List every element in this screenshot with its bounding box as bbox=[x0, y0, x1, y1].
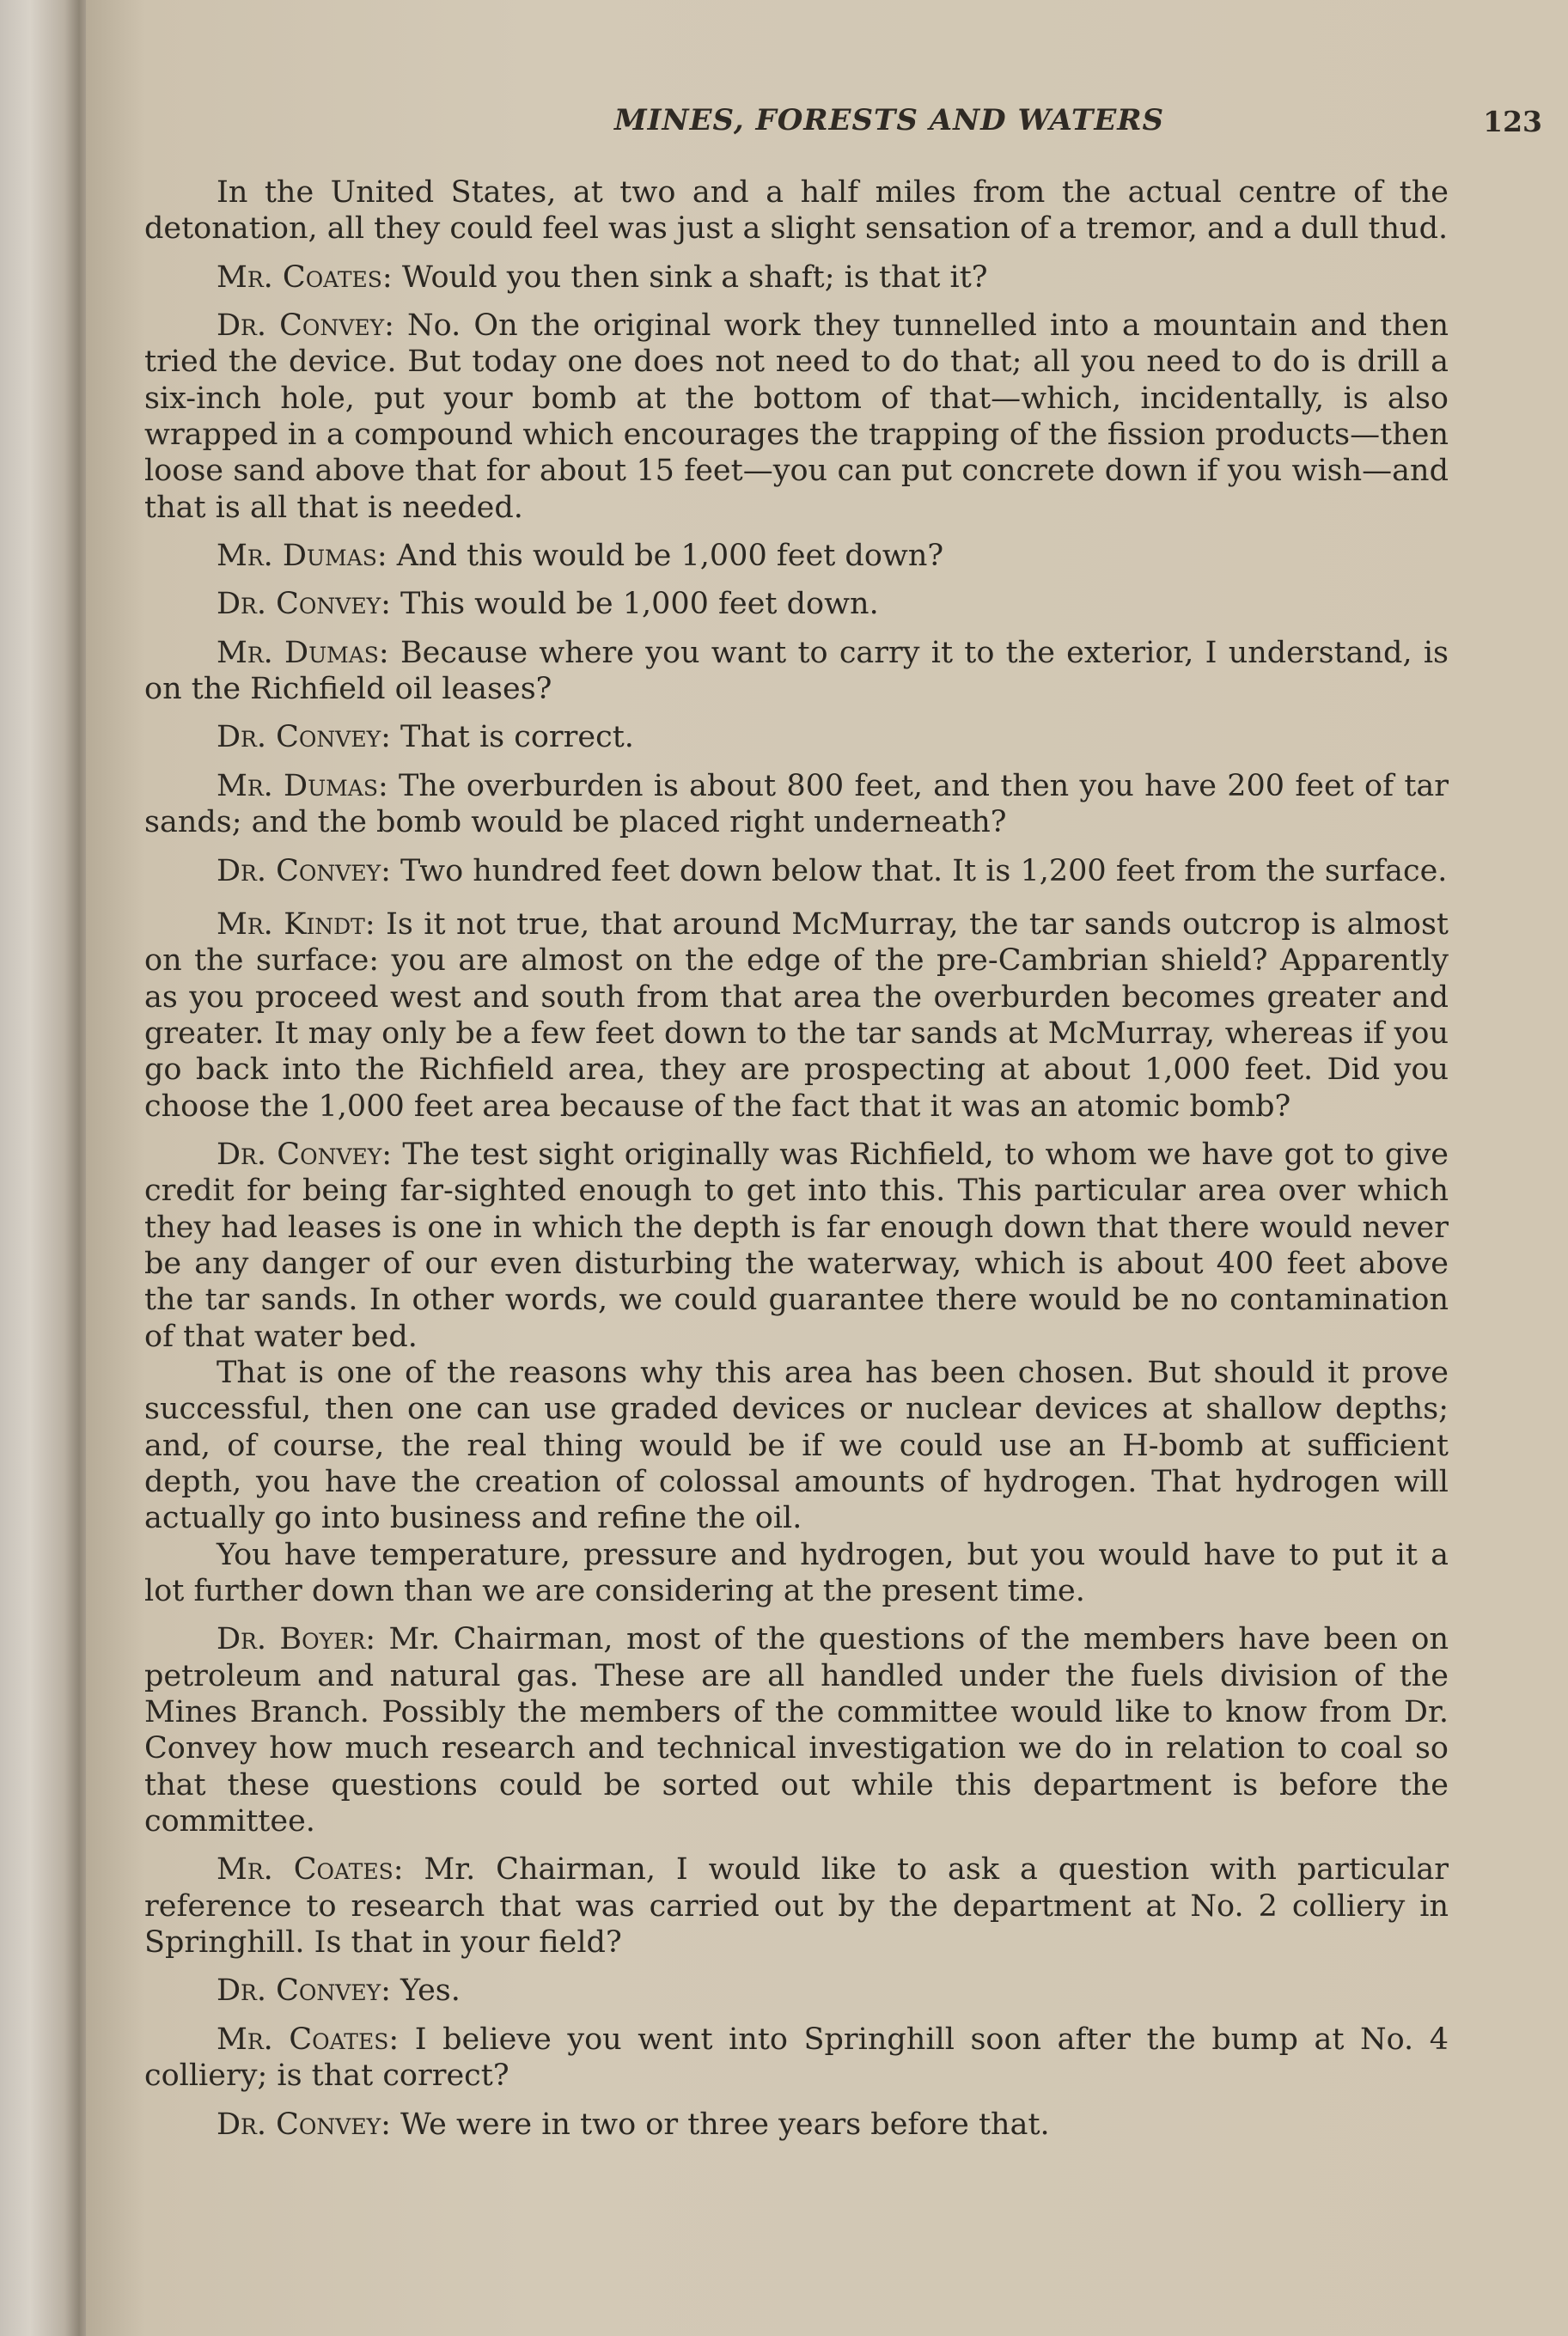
paragraph bbox=[144, 174, 1449, 247]
book-gutter bbox=[0, 0, 86, 2336]
paragraph-text: That is one of the reasons why this area has been chosen. But should it prove successful, then one can use graded devices or nuclear devices at shallow depths; and, of course, the real thing would be if we could use an H-bomb at sufficient depth, you have the creation of colossal amounts of hydrogen. That hydrogen will actually go into business and refine the oil. bbox=[144, 1355, 1449, 1536]
speaker-label: Dr. Convey: bbox=[217, 587, 391, 622]
paragraph bbox=[144, 1973, 1449, 2009]
page-header bbox=[614, 103, 1542, 146]
speaker-label: Mr. Dumas: bbox=[217, 768, 388, 803]
paragraph bbox=[144, 906, 1449, 1125]
paragraph bbox=[144, 1621, 1449, 1839]
paragraph bbox=[144, 538, 1449, 574]
paragraph bbox=[144, 2107, 1449, 2143]
paragraph-text: Is it not true, that around McMurray, the tar sands outcrop is almost on the surface: you are almost on the edge of the pre-Cambrian shield? Apparently as you proceed west and south from that area the overburden becomes greater and greater. It may only be a few feet down to the tar sands at McMurray, whereas if you go back into the Richfield area, they are prospecting at about 1,000 feet. Did you choose the 1,000 feet area because of the fact that it was an atomic bomb? bbox=[144, 906, 1449, 1124]
transcript-body bbox=[144, 174, 1449, 2143]
paragraph-text: That is correct. bbox=[390, 720, 634, 755]
paragraph-text: No. On the original work they tunnelled into a mountain and then tried the device. But today one does not need to do that; all you need to do is drill a six-inch hole, put your bomb at the bottom of that—which, incidentally, is also wrapped in a compound which encourages the trapping of the fission products—then loose sand above that for about 15 feet—you can put concrete down if you wish—and that is all that is needed. bbox=[144, 308, 1449, 525]
speaker-label: Dr. Boyer: bbox=[217, 1622, 376, 1657]
paragraph-text: The test sight originally was Richfield, to whom we have got to give credit for being far-sighted enough to get into this. This particular area over which they had leases is one in which the depth is far enough down that there would never be any danger of our even disturbing the waterway, which is about 400 feet above the tar sands. In other words, we could guarantee there would be no contamination of that water bed. bbox=[144, 1137, 1449, 1354]
speaker-label: Dr. Convey: bbox=[217, 853, 391, 888]
speaker-label: Mr. Coates: bbox=[217, 1852, 404, 1888]
speaker-label: Dr. Convey: bbox=[217, 720, 391, 755]
speaker-label: Mr. Coates: bbox=[217, 2022, 400, 2057]
paragraph-text: Mr. Chairman, I would like to ask a question with particular reference to research that was carried out by the department at No. 2 colliery in Springhill. Is that in your field? bbox=[144, 1852, 1449, 1961]
paragraph-text: You have temperature, pressure and hydrogen, but you would have to put it a lot further down than we are considering at the present time. bbox=[144, 1537, 1449, 1609]
speaker-label: Mr. Dumas: bbox=[217, 539, 387, 574]
paragraph bbox=[144, 1355, 1449, 1537]
speaker-label: Dr. Convey: bbox=[217, 1137, 393, 1172]
speaker-label: Mr. Coates: bbox=[217, 259, 393, 295]
paragraph bbox=[144, 1137, 1449, 1355]
speaker-label: Dr. Convey: bbox=[217, 2107, 391, 2142]
paragraph bbox=[144, 635, 1449, 708]
paragraph-text: This would be 1,000 feet down. bbox=[390, 587, 879, 622]
paragraph-text: In the United States, at two and a half miles from the actual centre of the detonation, all they could feel was just a slight sensation of a tremor, and a dull thud. bbox=[144, 175, 1449, 247]
paragraph bbox=[144, 259, 1449, 296]
paragraph-text: And this would be 1,000 feet down? bbox=[387, 539, 944, 574]
paragraph bbox=[144, 719, 1449, 755]
running-title: MINES, FORESTS AND WATERS bbox=[614, 103, 1165, 137]
paragraph-text: Would you then sink a shaft; is that it? bbox=[392, 259, 988, 295]
page-number: 123 bbox=[1483, 105, 1542, 138]
paragraph bbox=[144, 768, 1449, 841]
paragraph bbox=[144, 308, 1449, 526]
speaker-label: Mr. Kindt: bbox=[217, 906, 375, 942]
paragraph bbox=[144, 586, 1449, 622]
paragraph-text: We were in two or three years before that. bbox=[390, 2107, 1050, 2142]
paragraph-text: I believe you went into Springhill soon after the bump at No. 4 colliery; is that correct? bbox=[144, 2022, 1449, 2094]
paragraph-text: Two hundred feet down below that. It is 1,200 feet from the surface. bbox=[390, 853, 1448, 888]
speaker-label: Mr. Dumas: bbox=[217, 635, 389, 670]
paragraph-text: Mr. Chairman, most of the questions of the members have been on petroleum and natural gas. These are all handled under the fuels division of the Mines Branch. Possibly the members of the committee would like to know from Dr. Convey how much research and technical investigation we do in relation to coal so that these questions could be sorted out while this department is before the committee. bbox=[144, 1622, 1449, 1839]
paragraph-text: Yes. bbox=[390, 1973, 461, 2009]
speaker-label: Dr. Convey: bbox=[217, 1973, 391, 2009]
paragraph bbox=[144, 1851, 1449, 1961]
paragraph-text: Because where you want to carry it to the exterior, I understand, is on the Richfield oil leases? bbox=[144, 635, 1449, 707]
paragraph bbox=[144, 853, 1449, 889]
paragraph bbox=[144, 1537, 1449, 1610]
paragraph bbox=[144, 2022, 1449, 2095]
paragraph-text: The overburden is about 800 feet, and then you have 200 feet of tar sands; and the bomb would be placed right underneath? bbox=[144, 768, 1449, 840]
speaker-label: Dr. Convey: bbox=[217, 308, 394, 344]
